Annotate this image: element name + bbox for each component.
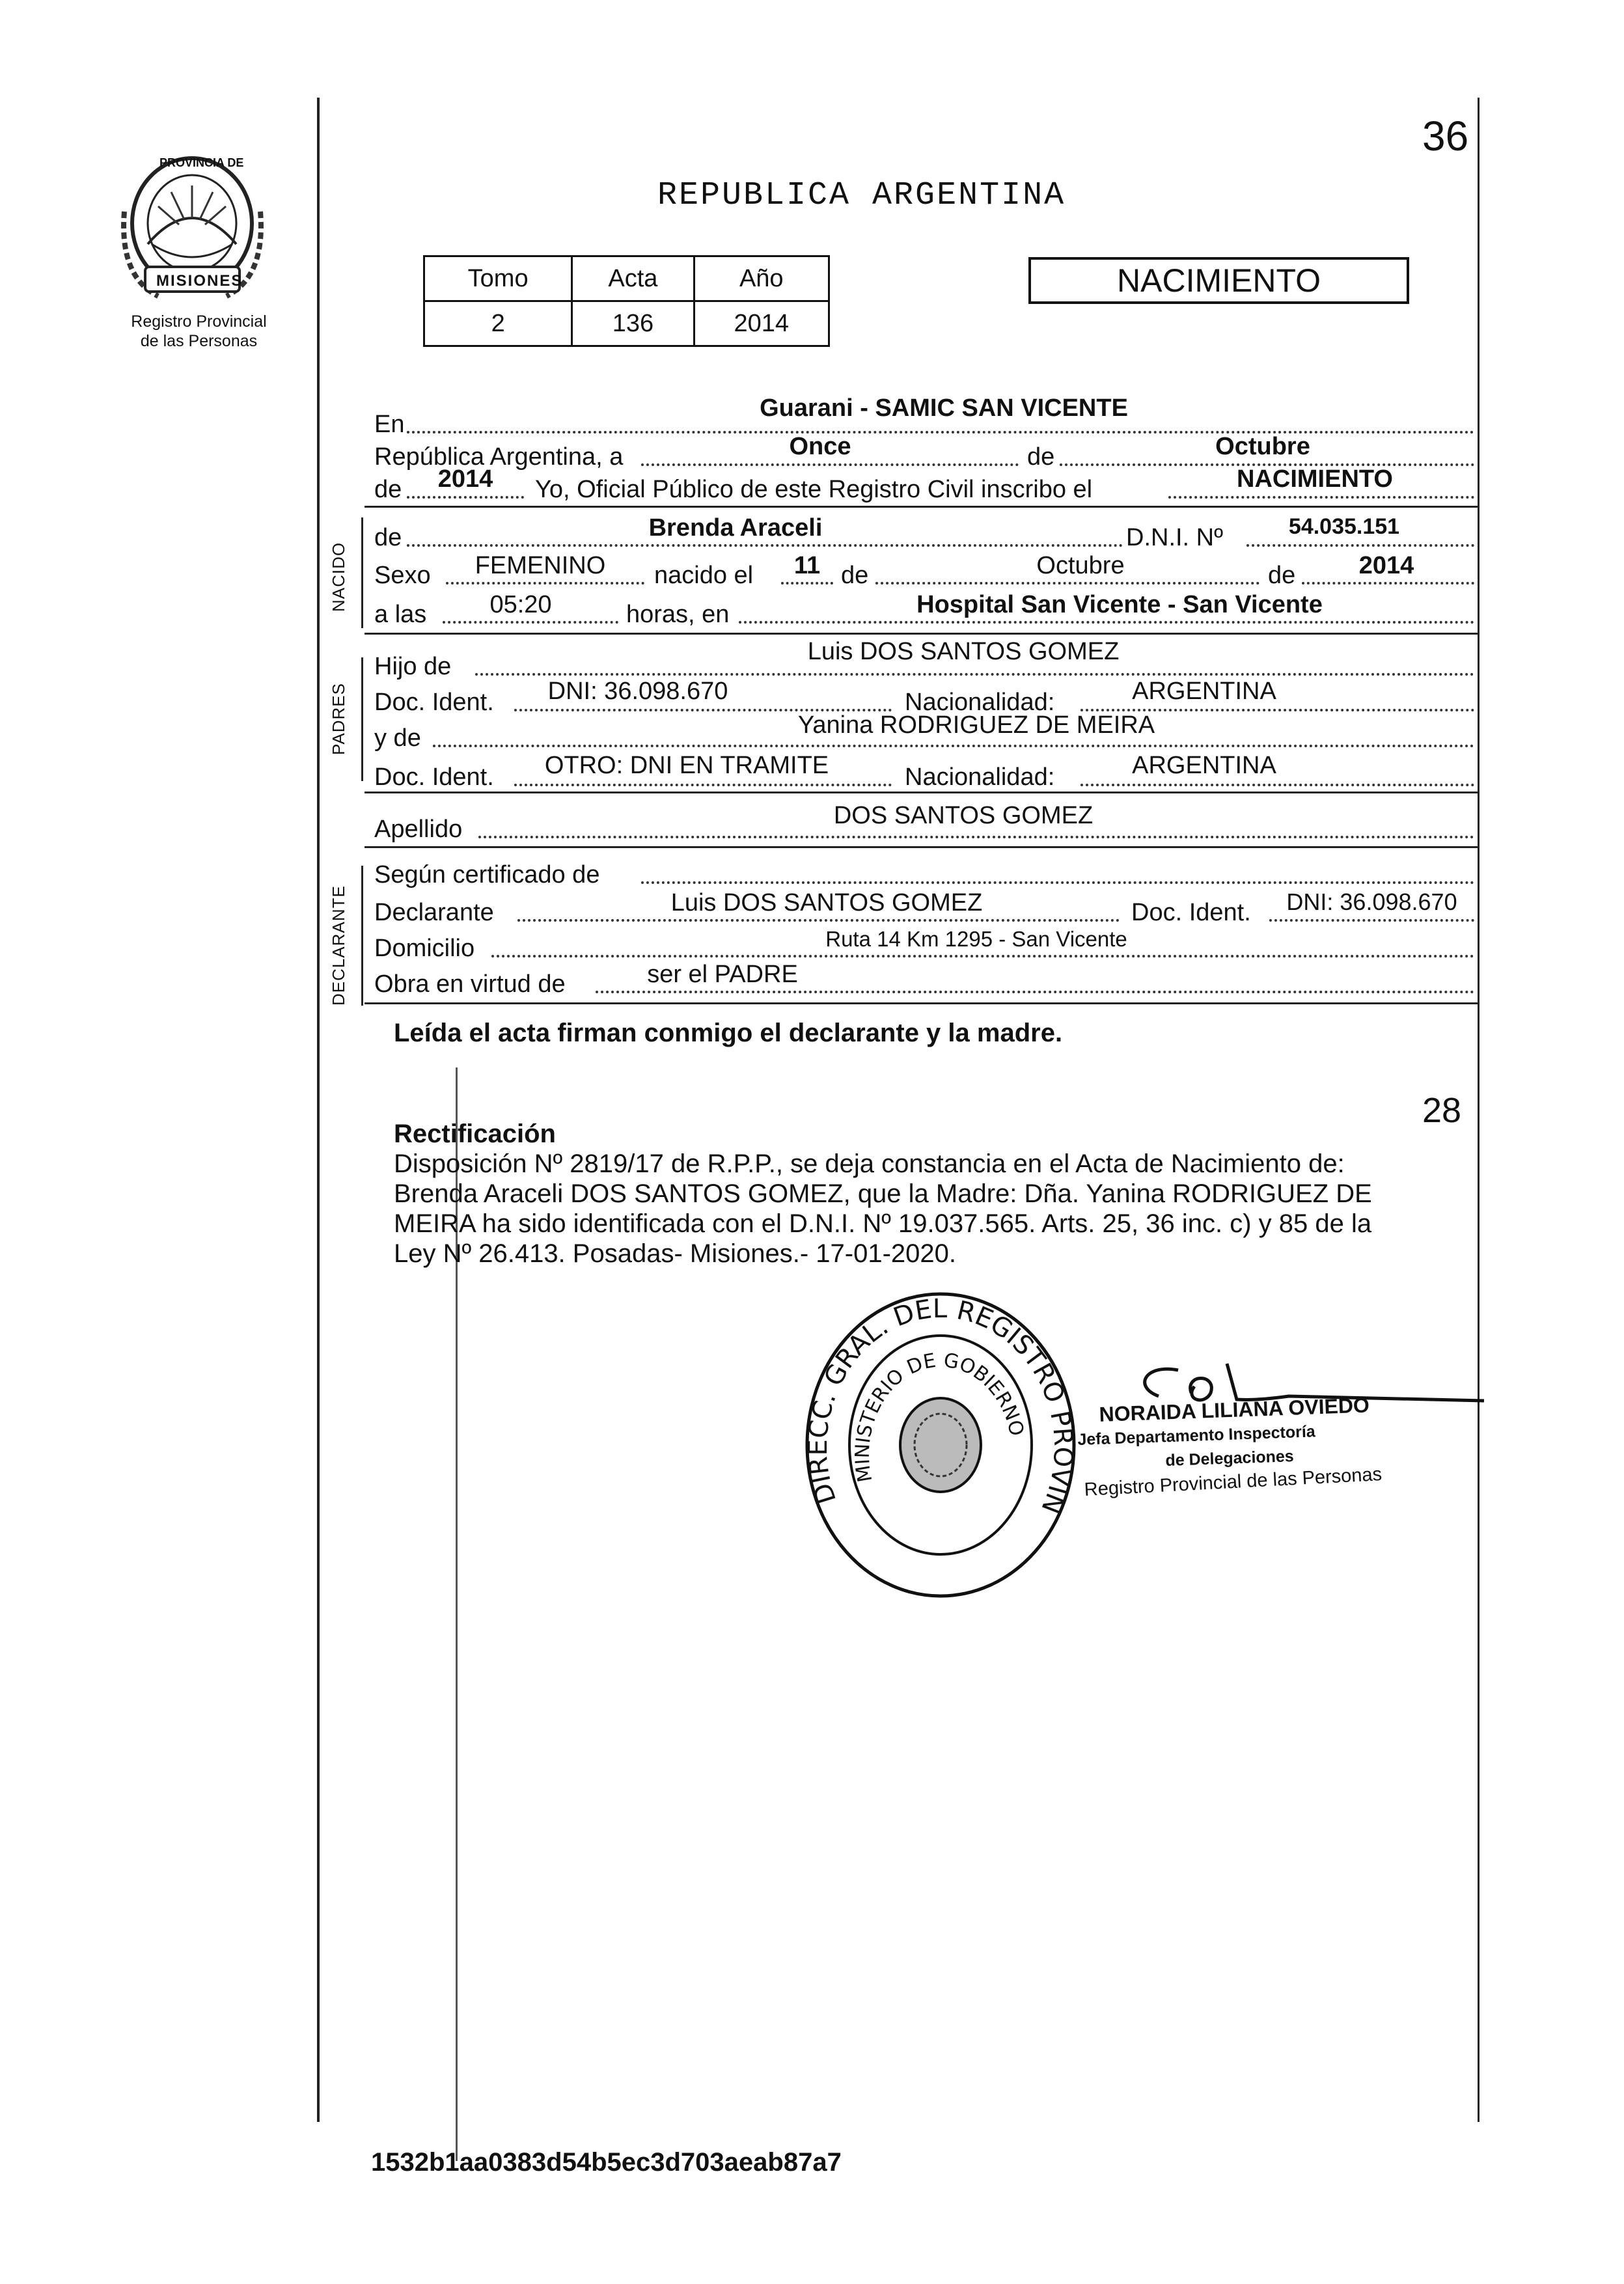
- field-hijo-label: Hijo de: [374, 653, 452, 680]
- separator-1: [365, 506, 1478, 508]
- seal-caption-2: de las Personas: [140, 332, 258, 350]
- dots-madre: [433, 745, 1474, 747]
- field-nacido-label: nacido el: [654, 562, 754, 589]
- bracket-nacido: [361, 517, 363, 628]
- dots-madre-doc: [514, 784, 892, 786]
- field-apellido-label: Apellido: [374, 816, 463, 843]
- dots-republica-day: [641, 463, 1019, 466]
- dots-nacido-month: [875, 582, 1259, 585]
- field-nacido-month: Octubre: [1036, 552, 1125, 579]
- page-title: REPUBLICA ARGENTINA: [657, 177, 1066, 214]
- field-nacido-day: 11: [793, 552, 821, 579]
- table-value-tomo: 2: [424, 301, 572, 346]
- field-dni-value: 54.035.151: [1288, 514, 1400, 539]
- field-year-value: 2014: [437, 465, 493, 493]
- dots-declarante-doc: [1269, 919, 1474, 922]
- field-certificado-label: Según certificado de: [374, 861, 600, 888]
- table-value-anio: 2014: [694, 301, 829, 346]
- field-nacido-de1: de: [841, 562, 869, 589]
- bracket-declarante: [361, 866, 363, 1006]
- side-label-declarante: DECLARANTE: [329, 885, 348, 1006]
- field-domicilio-label: Domicilio: [374, 935, 475, 962]
- leida-statement: Leída el acta firman conmigo el declarante y la madre.: [394, 1019, 1063, 1047]
- dots-declarante-line: [517, 919, 1120, 922]
- field-declarante-value: Luis DOS SANTOS GOMEZ: [670, 889, 983, 916]
- field-madre-value: Yanina RODRIGUEZ DE MEIRA: [797, 711, 1155, 739]
- record-table: [423, 255, 830, 347]
- signature-line-3: Registro Provincial de las Personas: [1084, 1464, 1383, 1500]
- field-horas-label: horas, en: [626, 601, 730, 628]
- seal-top-text: PROVINCIA DE: [159, 156, 244, 169]
- document-hash: 1532b1aa0383d54b5ec3d703aeab87a7: [371, 2148, 842, 2177]
- stamp-outer-text: DIRECC. GRAL. DEL REGISTRO PROVIN: [803, 1293, 1079, 1518]
- signature-name: NORAIDA LILIANA OVIEDO: [1099, 1393, 1370, 1426]
- field-padre-doc-value: DNI: 36.098.670: [547, 678, 728, 705]
- field-act-value: NACIMIENTO: [1237, 465, 1393, 493]
- field-year-de: de: [374, 476, 402, 503]
- dots-madre-nac: [1080, 784, 1474, 786]
- field-hora-label: a las: [374, 601, 427, 628]
- dots-apellido: [478, 836, 1474, 838]
- left-margin-line: [317, 98, 320, 2122]
- separator-3: [365, 791, 1478, 793]
- field-madre-doc-value: OTRO: DNI EN TRAMITE: [544, 752, 829, 779]
- dots-en: [407, 431, 1474, 433]
- page-number: 36: [1422, 113, 1469, 159]
- stamp-inner-text: MINISTERIO DE GOBIERNO: [851, 1349, 1028, 1484]
- dots-year: [407, 496, 524, 499]
- rectificacion-line-2: Brenda Araceli DOS SANTOS GOMEZ, que la Madre: Dña. Yanina RODRIGUEZ DE: [394, 1179, 1372, 1208]
- field-year-text: Yo, Oficial Público de este Registro Civil inscribo el: [535, 476, 1093, 503]
- dots-hora: [443, 621, 618, 624]
- dots-dni: [1246, 544, 1474, 547]
- field-nombre-label: de: [374, 524, 402, 551]
- side-label-padres: PADRES: [329, 683, 348, 755]
- dots-act: [1168, 496, 1474, 499]
- field-sexo-label: Sexo: [374, 562, 431, 589]
- dots-nacido-day: [781, 582, 833, 585]
- rectificacion-line-1: Disposición Nº 2819/17 de R.P.P., se deja constancia en el Acta de Nacimiento de:: [394, 1149, 1345, 1178]
- signature-line-1: Jefa Departamento Inspectoría: [1077, 1422, 1316, 1449]
- field-padre-nac-value: ARGENTINA: [1132, 678, 1276, 705]
- field-nacido-de2: de: [1268, 562, 1296, 589]
- field-obra-value: ser el PADRE: [647, 961, 798, 988]
- field-madre-nac-value: ARGENTINA: [1132, 752, 1276, 779]
- field-hijo-value: Luis DOS SANTOS GOMEZ: [807, 638, 1120, 665]
- field-madre-label: y de: [374, 724, 421, 752]
- right-margin-line: [1478, 98, 1479, 2122]
- field-republica-de: de: [1027, 443, 1055, 471]
- field-republica-month: Octubre: [1215, 433, 1310, 460]
- separator-5: [365, 1002, 1478, 1004]
- field-republica-day: Once: [789, 433, 851, 460]
- field-lugar-value: Hospital San Vicente - San Vicente: [916, 591, 1323, 618]
- field-domicilio-value: Ruta 14 Km 1295 - San Vicente: [825, 927, 1127, 951]
- field-declarante-label: Declarante: [374, 899, 494, 926]
- field-sexo-value: FEMENINO: [475, 552, 606, 579]
- separator-4: [365, 846, 1478, 848]
- field-apellido-value: DOS SANTOS GOMEZ: [833, 802, 1094, 829]
- official-stamp: [797, 1286, 1084, 1604]
- signature-line-2: de Delegaciones: [1165, 1447, 1295, 1470]
- seal-bottom-text: MISIONES: [156, 272, 243, 290]
- field-en-label: En: [374, 411, 405, 438]
- field-declarante-doc-label: Doc. Ident.: [1131, 899, 1251, 926]
- rectificacion-title: Rectificación: [394, 1120, 556, 1148]
- record-type-box: [1028, 257, 1409, 304]
- dots-sexo: [446, 582, 644, 585]
- seal-caption-1: Registro Provincial: [131, 312, 267, 331]
- dots-obra: [596, 991, 1474, 993]
- dots-domicilio: [491, 955, 1474, 957]
- rectificacion-line-3: MEIRA ha sido identificada con el D.N.I. Nº 19.037.565. Arts. 25, 36 inc. c) y 85 de la: [394, 1209, 1372, 1238]
- separator-2: [365, 633, 1478, 635]
- table-header-acta: Acta: [572, 256, 694, 301]
- field-declarante-doc-value: DNI: 36.098.670: [1286, 888, 1457, 915]
- dots-hijo: [475, 673, 1474, 676]
- field-dni-label: D.N.I. Nº: [1126, 524, 1223, 551]
- field-madre-doc-label: Doc. Ident.: [374, 764, 494, 791]
- dots-certificado: [641, 881, 1474, 884]
- table-value-acta: 136: [572, 301, 694, 346]
- field-padre-nac-label: Nacionalidad:: [905, 689, 1055, 716]
- field-madre-nac-label: Nacionalidad:: [905, 764, 1055, 791]
- field-obra-label: Obra en virtud de: [374, 970, 566, 998]
- field-nombre-value: Brenda Araceli: [648, 514, 823, 542]
- record-type: NACIMIENTO: [1117, 262, 1321, 299]
- rectificacion-line-4: Ley Nº 26.413. Posadas- Misiones.- 17-01-2020.: [394, 1239, 956, 1268]
- field-republica-label: República Argentina, a: [374, 443, 624, 471]
- dots-nacido-year: [1302, 582, 1474, 585]
- field-nacido-year: 2014: [1358, 552, 1414, 579]
- side-label-nacido: NACIDO: [329, 542, 348, 612]
- page-number-2: 28: [1422, 1091, 1462, 1130]
- table-header-anio: Año: [694, 256, 829, 301]
- stamp-emblem-icon: [797, 1286, 1084, 1604]
- field-en-value: Guarani - SAMIC SAN VICENTE: [760, 394, 1128, 422]
- dots-nombre: [407, 544, 1123, 547]
- dots-lugar: [739, 621, 1474, 624]
- field-padre-doc-label: Doc. Ident.: [374, 689, 494, 716]
- field-hora-value: 05:20: [489, 591, 552, 618]
- table-header-tomo: Tomo: [424, 256, 572, 301]
- bracket-padres: [361, 657, 363, 781]
